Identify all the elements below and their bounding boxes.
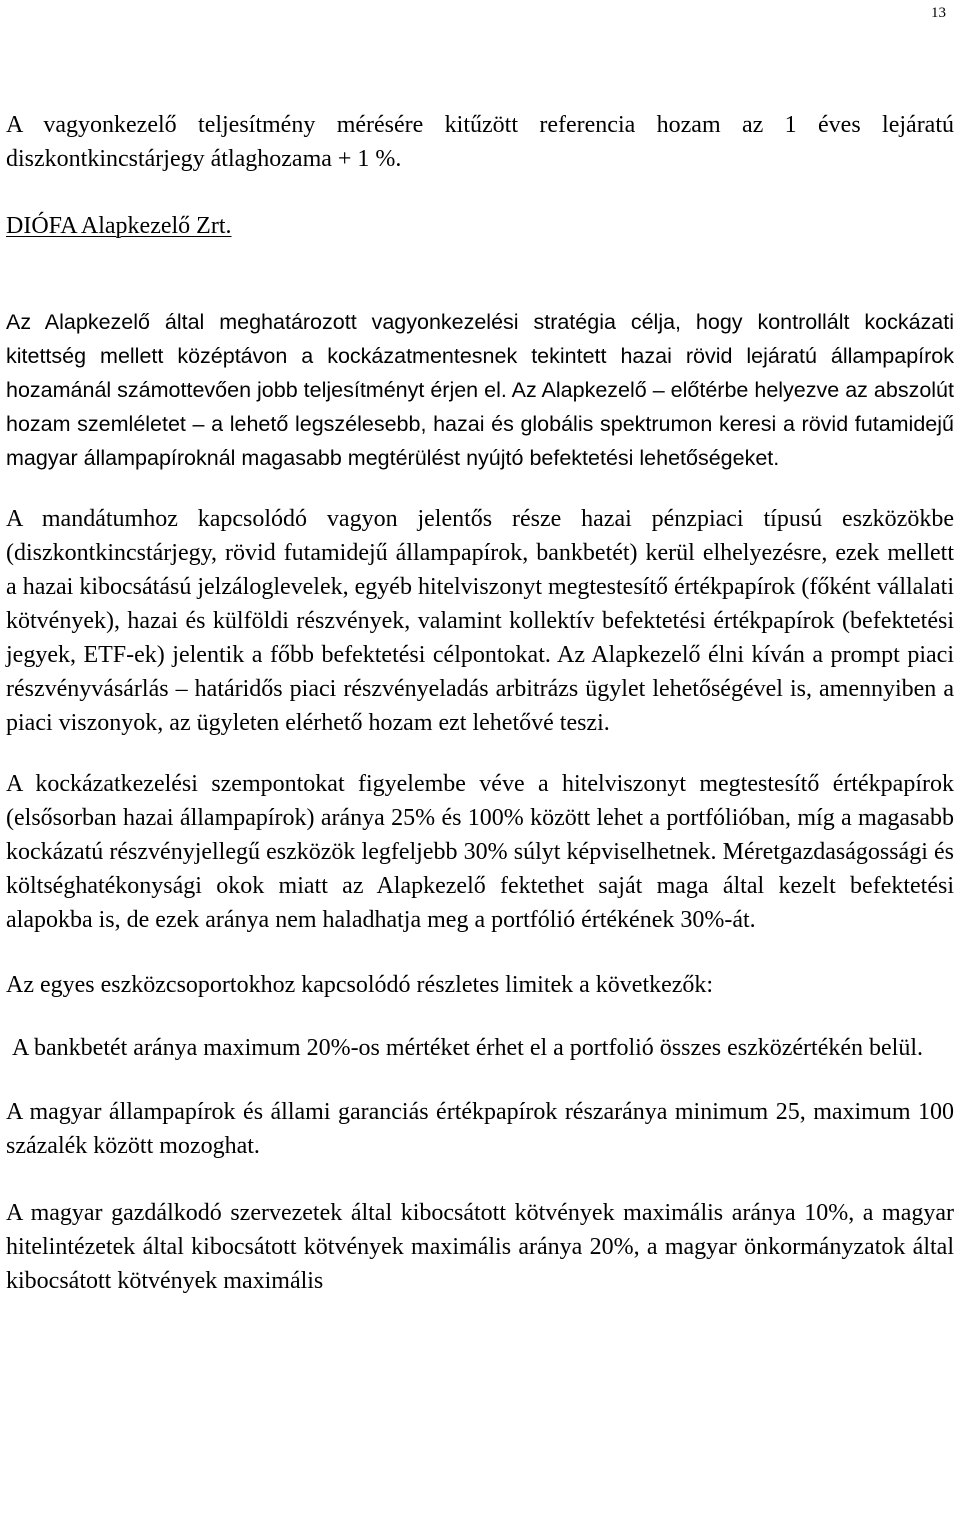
paragraph-bank-deposit-limit: A bankbetét aránya maximum 20%-os mértéket érhet el a portfolió összes eszközértékén belül. (6, 1035, 924, 1061)
page-number: 13 (931, 5, 946, 21)
paragraph-limits-intro: Az egyes eszközcsoportokhoz kapcsolódó részletes limitek a következők: (6, 972, 714, 998)
document-body (6, 108, 954, 1298)
fund-manager-heading: DIÓFA Alapkezelő Zrt. (6, 213, 232, 239)
paragraph-bond-limits: A magyar gazdálkodó szervezetek által kibocsátott kötvények maximális aránya 10%, a magyar hitelintézetek által kibocsátott kötvények maximális aránya 20%, a magyar önkormányzatok által kibocsátott kötvények maximális (6, 1200, 954, 1294)
paragraph-reference-yield: A vagyonkezelő teljesítmény mérésére kitűzött referencia hozam az 1 éves lejáratú diszkontkincstárjegy átlaghozama + 1 %. (6, 112, 954, 172)
paragraph-risk-management: A kockázatkezelési szempontokat figyelembe véve a hitelviszonyt megtestesítő értékpapírok (elsősorban hazai állampapírok) aránya 25% és 100% között lehet a portfólióban, míg a magasabb kockázatú részvényjellegű eszközök legfeljebb 30% súlyt képviselhetnek. Méretgazdaságossági és költséghatékonysági okok miatt az Alapkezelő fektethet saját maga által kezelt befektetési alapokba is, de ezek aránya nem haladhatja meg a portfólió értékének 30%-át. (6, 771, 954, 933)
paragraph-government-securities-limit: A magyar állampapírok és állami garanciás értékpapírok részaránya minimum 25, maximum 100 százalék között mozoghat. (6, 1099, 954, 1159)
paragraph-strategy: Az Alapkezelő által meghatározott vagyonkezelési stratégia célja, hogy kontrollált kockázati kitettség mellett középtávon a kockázatmentesnek tekintett hazai rövid lejáratú állampapírok hozamánál számottevően jobb teljesítményt érjen el. Az Alapkezelő – előtérbe helyezve az abszolút hozam szemléletet – a lehető legszélesebb, hazai és globális spektrumon keresi a rövid futamidejű magyar állampapíroknál magasabb megtérülést nyújtó befektetési lehetőségeket. (6, 310, 954, 470)
strategy-block (6, 305, 954, 475)
paragraph-mandate: A mandátumhoz kapcsolódó vagyon jelentős része hazai pénzpiaci típusú eszközökbe (diszkontkincstárjegy, rövid futamidejű állampapírok, bankbetét) kerül elhelyezésre, ezek mellett a hazai kibocsátású jelzáloglevelek, egyéb hitelviszonyt megtestesítő értékpapírok (főként vállalati kötvények), hazai és külföldi részvények, valamint kollektív befektetési értékpapírok (befektetési jegyek, ETF-ek) jelentik a főbb befektetési célpontokat. Az Alapkezelő élni kíván a prompt piaci részvényvásárlás – határidős piaci részvényeladás arbitrázs ügylet lehetőségével is, amennyiben a piaci viszonyok, az ügyleten elérhető hozam ezt lehetővé teszi. (6, 506, 954, 736)
